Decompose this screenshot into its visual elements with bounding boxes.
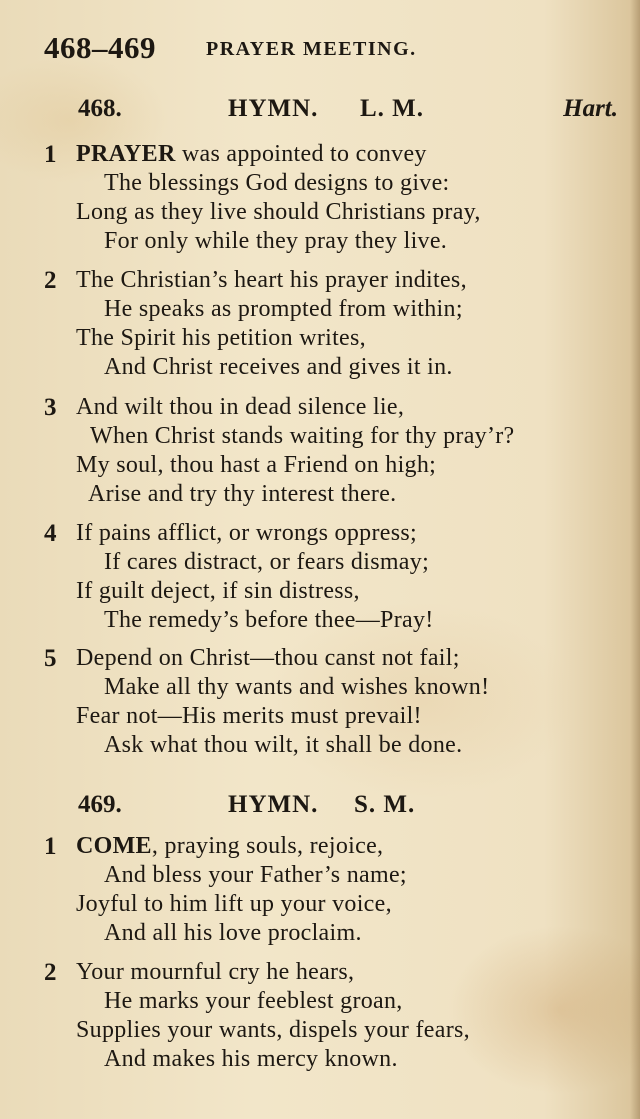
verse-line: Your mournful cry he hears, [76, 959, 355, 985]
hymn-label: HYMN. [228, 95, 319, 122]
verse-number: 2 [44, 959, 57, 986]
verse-line: If pains afflict, or wrongs oppress; [76, 520, 417, 546]
verse-line: He speaks as prompted from within; [104, 296, 463, 322]
verse-line: If guilt deject, if sin distress, [76, 578, 360, 604]
verse-number: 1 [44, 833, 57, 860]
verse-line: And all his love proclaim. [104, 920, 362, 946]
verse-line: And bless your Father’s name; [104, 862, 407, 888]
verse-line: He marks your feeblest groan, [104, 988, 403, 1014]
verse-number: 5 [44, 645, 57, 672]
hymn-meter: L. M. [360, 95, 425, 122]
verse-line [76, 141, 427, 168]
verse-line: My soul, thou hast a Friend on high; [76, 452, 437, 478]
verse-first-word: COME [76, 833, 152, 859]
hymn-author: Hart. [563, 95, 618, 122]
verse-number: 1 [44, 141, 57, 168]
verse-number: 3 [44, 394, 57, 421]
verse-line-rest: was appointed to convey [175, 141, 427, 167]
page-edge-shadow [630, 0, 640, 1119]
verse-line: And makes his mercy known. [104, 1046, 398, 1072]
verse-line: When Christ stands waiting for thy pray’r? [90, 423, 515, 449]
verse-line [76, 833, 383, 860]
verse-line: And Christ receives and gives it in. [104, 354, 453, 380]
verse-line: Fear not—His merits must prevail! [76, 703, 422, 729]
verse-line: Supplies your wants, dispels your fears, [76, 1017, 470, 1043]
verse-line: The remedy’s before thee—Pray! [104, 607, 434, 633]
hymn-number: 468. [78, 95, 122, 122]
verse-first-word: PRAYER [76, 141, 176, 167]
page-numbers: 468–469 [44, 30, 156, 65]
hymn-468-heading [78, 95, 618, 129]
hymn-number: 469. [78, 791, 122, 818]
verse-line-rest: , praying souls, rejoice, [151, 833, 384, 859]
verse-line: Ask what thou wilt, it shall be done. [104, 732, 463, 758]
verse-number: 2 [44, 267, 57, 294]
verse-line: Depend on Christ—thou canst not fail; [76, 645, 460, 671]
verse-line: If cares distract, or fears dismay; [104, 549, 430, 575]
section-title: PRAYER MEETING. [206, 38, 417, 60]
verse-line: Long as they live should Christians pray, [76, 199, 481, 225]
running-head [44, 30, 604, 66]
verse-line: And wilt thou in dead silence lie, [76, 394, 405, 420]
hymn-469-heading [78, 791, 618, 825]
verse-line: For only while they pray they live. [104, 228, 448, 254]
hymn-label: HYMN. [228, 791, 319, 818]
verse-line: Make all thy wants and wishes known! [104, 674, 490, 700]
verse-number: 4 [44, 520, 57, 547]
verse-line: Arise and try thy interest there. [88, 481, 397, 507]
verse-line: The Christian’s heart his prayer indites, [76, 267, 467, 293]
hymn-meter: S. M. [354, 791, 416, 818]
verse-line: The blessings God designs to give: [104, 170, 450, 196]
verse-line: The Spirit his petition writes, [76, 325, 366, 351]
verse-line: Joyful to him lift up your voice, [76, 891, 392, 917]
